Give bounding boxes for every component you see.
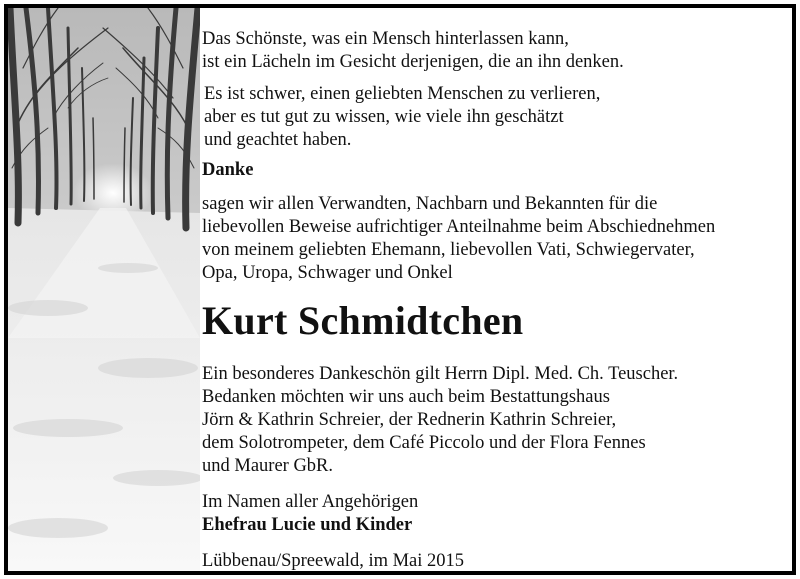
thanks-paragraph: sagen wir allen Verwandten, Nachbarn und Bekannten für die liebevollen Beweise aufrichtiger Anteilnahme beim Abschiednehmen von meinem geliebten Ehemann, liebevollen Vati, Schwiegervater, Opa, Uropa, Schwager und Onkel [202,194,716,283]
place-date: Lübbenau/Spreewald, im Mai 2015 [202,551,465,571]
danke-heading: Danke [202,160,254,180]
special-thanks-paragraph: Ein besonderes Dankeschön gilt Herrn Dipl. Med. Ch. Teuscher. Bedanken möchten wir uns auch beim Bestattungshaus Jörn & Kathrin Schreier, der Rednerin Kathrin Schreier, dem Solotrompeter, dem Café Piccolo und der Flora Fennes und Maurer GbR. [202,364,679,476]
deceased-name: Kurt Schmidtchen [202,298,524,343]
obituary-frame [4,4,796,575]
winter-avenue-photo [8,8,200,571]
obituary-text [202,28,787,573]
quote-first: Das Schönste, was ein Mensch hinterlassen kann, ist ein Lächeln im Gesicht derjenigen, die an ihn denken. [202,29,624,72]
signature-line-2: Ehefrau Lucie und Kinder [202,515,413,535]
quote-second: Es ist schwer, einen geliebten Menschen zu verlieren, aber es tut gut zu wissen, wie viele ihn geschätzt und geachtet haben. [204,84,601,150]
signature-block [202,491,787,537]
signature-line-1: Im Namen aller Angehörigen [202,492,419,512]
